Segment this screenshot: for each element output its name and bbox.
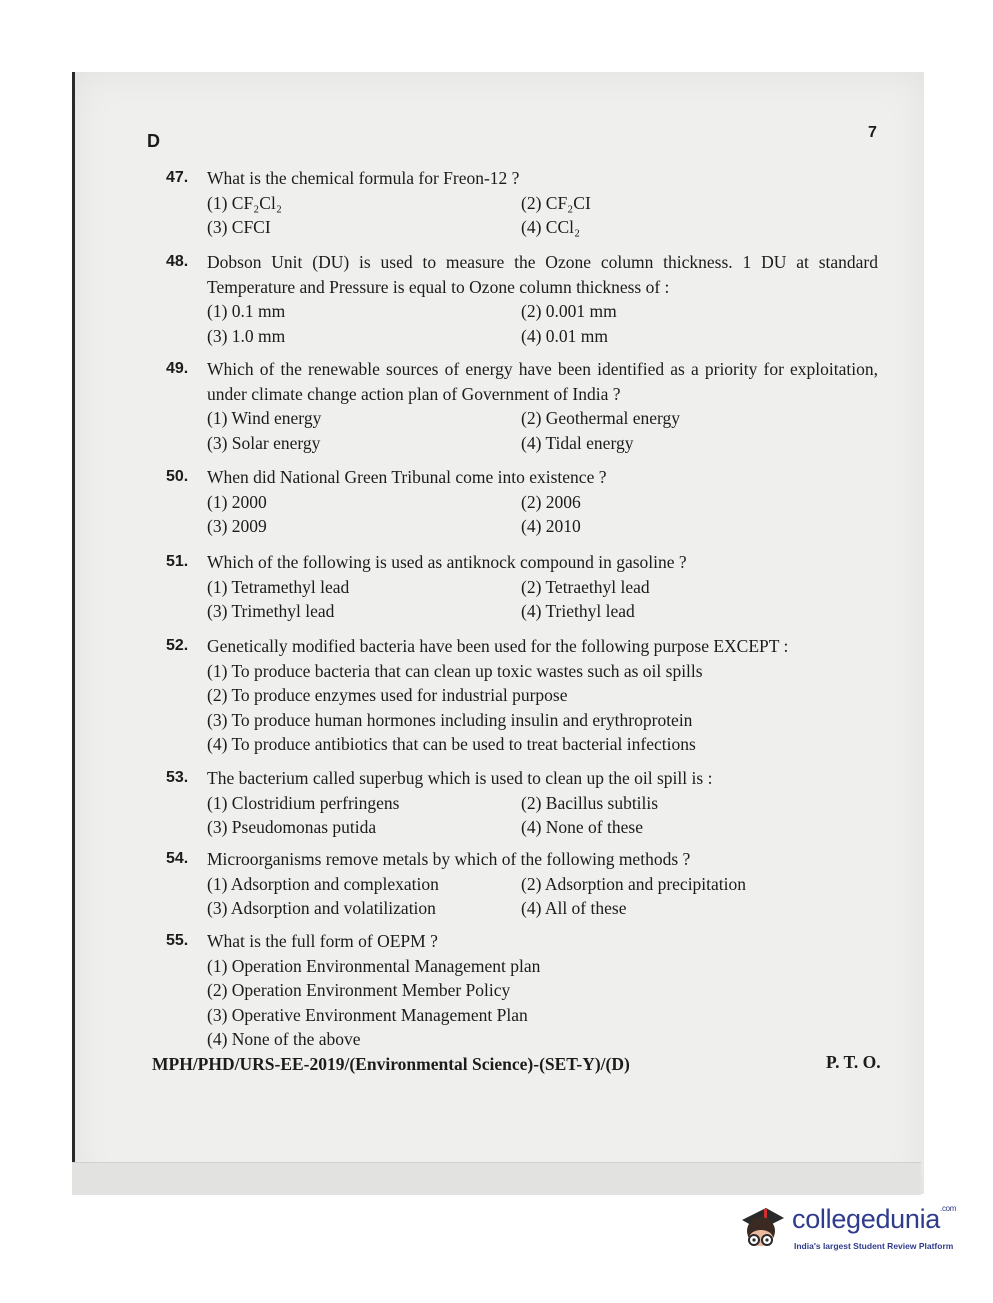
question-text: What is the full form of OEPM ? xyxy=(207,931,438,951)
option-4: (4) 0.01 mm xyxy=(521,325,609,346)
option-1: (1) Adsorption and complexation xyxy=(207,873,439,894)
options xyxy=(207,191,878,240)
option-3: (3) Pseudomonas putida xyxy=(207,817,377,837)
option-1: (1) To produce bacteria that can clean up toxic wastes such as oil spills xyxy=(207,660,703,681)
paper-code: MPH/PHD/URS-EE-2019/(Environmental Science)-(SET-Y)/(D) xyxy=(152,1054,630,1074)
question-number: 51. xyxy=(166,553,189,570)
question-text: Microorganisms remove metals by which of the following methods ? xyxy=(207,849,691,869)
option-3: (3) 2009 xyxy=(207,516,267,536)
question-49 xyxy=(166,357,878,455)
option-1: (1) Wind energy xyxy=(207,408,322,428)
option-4: (4) To produce antibiotics that can be used to treat bacterial infections xyxy=(207,734,696,754)
options xyxy=(207,659,878,757)
option-1: (1) Clostridium perfringens xyxy=(207,792,400,813)
question-53 xyxy=(166,766,878,840)
option-3: (3) Operative Environment Management Plan xyxy=(207,1004,528,1025)
question-text: Dobson Unit (DU) is used to measure the Ozone column thickness. 1 DU at standard Temperature and Pressure is equal to Ozone column thickness of : xyxy=(207,252,878,297)
option-2: (2) Bacillus subtilis xyxy=(521,792,659,813)
brand-tagline: India's largest Student Review Platform xyxy=(794,1241,954,1251)
question-number: 50. xyxy=(166,468,189,485)
option-2: (2) 0.001 mm xyxy=(521,301,617,321)
option-4: (4) Triethyl lead xyxy=(521,601,635,621)
question-number: 49. xyxy=(166,360,189,377)
question-text: When did National Green Tribunal come into existence ? xyxy=(207,467,607,487)
options xyxy=(207,791,878,840)
option-2: (2) Geothermal energy xyxy=(521,408,681,428)
question-text: Which of the following is used as antiknock compound in gasoline ? xyxy=(207,552,687,572)
question-51 xyxy=(166,550,878,624)
question-number: 48. xyxy=(166,253,189,270)
option-3: (3) CFCI xyxy=(207,217,271,237)
option-2: (2) Operation Environment Member Policy xyxy=(207,980,511,1000)
question-text: Genetically modified bacteria have been used for the following purpose EXCEPT : xyxy=(207,636,789,656)
option-2: (2) Tetraethyl lead xyxy=(521,576,650,597)
question-text: The bacterium called superbug which is used to clean up the oil spill is : xyxy=(207,768,713,788)
collegedunia-watermark xyxy=(734,1196,964,1260)
question-text: Which of the renewable sources of energy have been identified as a priority for exploitation, under climate change action plan of Government of India ? xyxy=(207,359,878,404)
option-4: (4) None of the above xyxy=(207,1029,361,1049)
question-52 xyxy=(166,634,878,757)
option-3: (3) Solar energy xyxy=(207,432,321,453)
options xyxy=(207,490,878,539)
question-50 xyxy=(166,465,878,539)
option-1: (1) 2000 xyxy=(207,491,267,512)
pto-label: P. T. O. xyxy=(826,1052,881,1072)
page-number: 7 xyxy=(868,124,877,141)
question-number: 53. xyxy=(166,769,189,786)
options xyxy=(207,575,878,624)
brand-name: collegedunia$^{.com}$ xyxy=(792,1204,957,1234)
options xyxy=(207,406,878,455)
question-number: 55. xyxy=(166,932,189,949)
question-48 xyxy=(166,250,878,348)
option-3: (3) Trimethyl lead xyxy=(207,601,335,621)
question-55 xyxy=(166,929,878,1052)
options xyxy=(207,954,878,1052)
option-1: (1) Operation Environmental Management plan xyxy=(207,955,541,976)
question-number: 54. xyxy=(166,850,189,867)
set-letter: D xyxy=(147,131,160,151)
option-1: (1) CF₂Cl₂ xyxy=(207,192,282,213)
options xyxy=(207,872,878,921)
option-3: (3) 1.0 mm xyxy=(207,325,286,346)
question-number: 52. xyxy=(166,637,189,654)
option-3: (3) Adsorption and volatilization xyxy=(207,898,436,918)
option-4: (4) CCl₂ xyxy=(521,217,581,237)
scan-bottom-edge xyxy=(72,1162,921,1195)
question-47 xyxy=(166,166,878,240)
option-1: (1) 0.1 mm xyxy=(207,301,286,321)
option-4: (4) None of these xyxy=(521,817,643,837)
question-54 xyxy=(166,847,878,921)
option-4: (4) All of these xyxy=(521,898,627,918)
option-3: (3) To produce human hormones including insulin and erythroprotein xyxy=(207,709,693,730)
option-2: (2) 2006 xyxy=(521,491,581,512)
option-1: (1) Tetramethyl lead xyxy=(207,576,350,597)
option-2: (2) CF₂CI xyxy=(521,192,591,213)
option-4: (4) 2010 xyxy=(521,516,581,536)
question-text: What is the chemical formula for Freon-12 ? xyxy=(207,168,520,188)
option-4: (4) Tidal energy xyxy=(521,432,634,453)
option-2: (2) Adsorption and precipitation xyxy=(521,873,747,894)
mascot-icon xyxy=(734,1196,792,1258)
options xyxy=(207,299,878,348)
option-2: (2) To produce enzymes used for industrial purpose xyxy=(207,685,568,705)
question-number: 47. xyxy=(166,169,189,186)
